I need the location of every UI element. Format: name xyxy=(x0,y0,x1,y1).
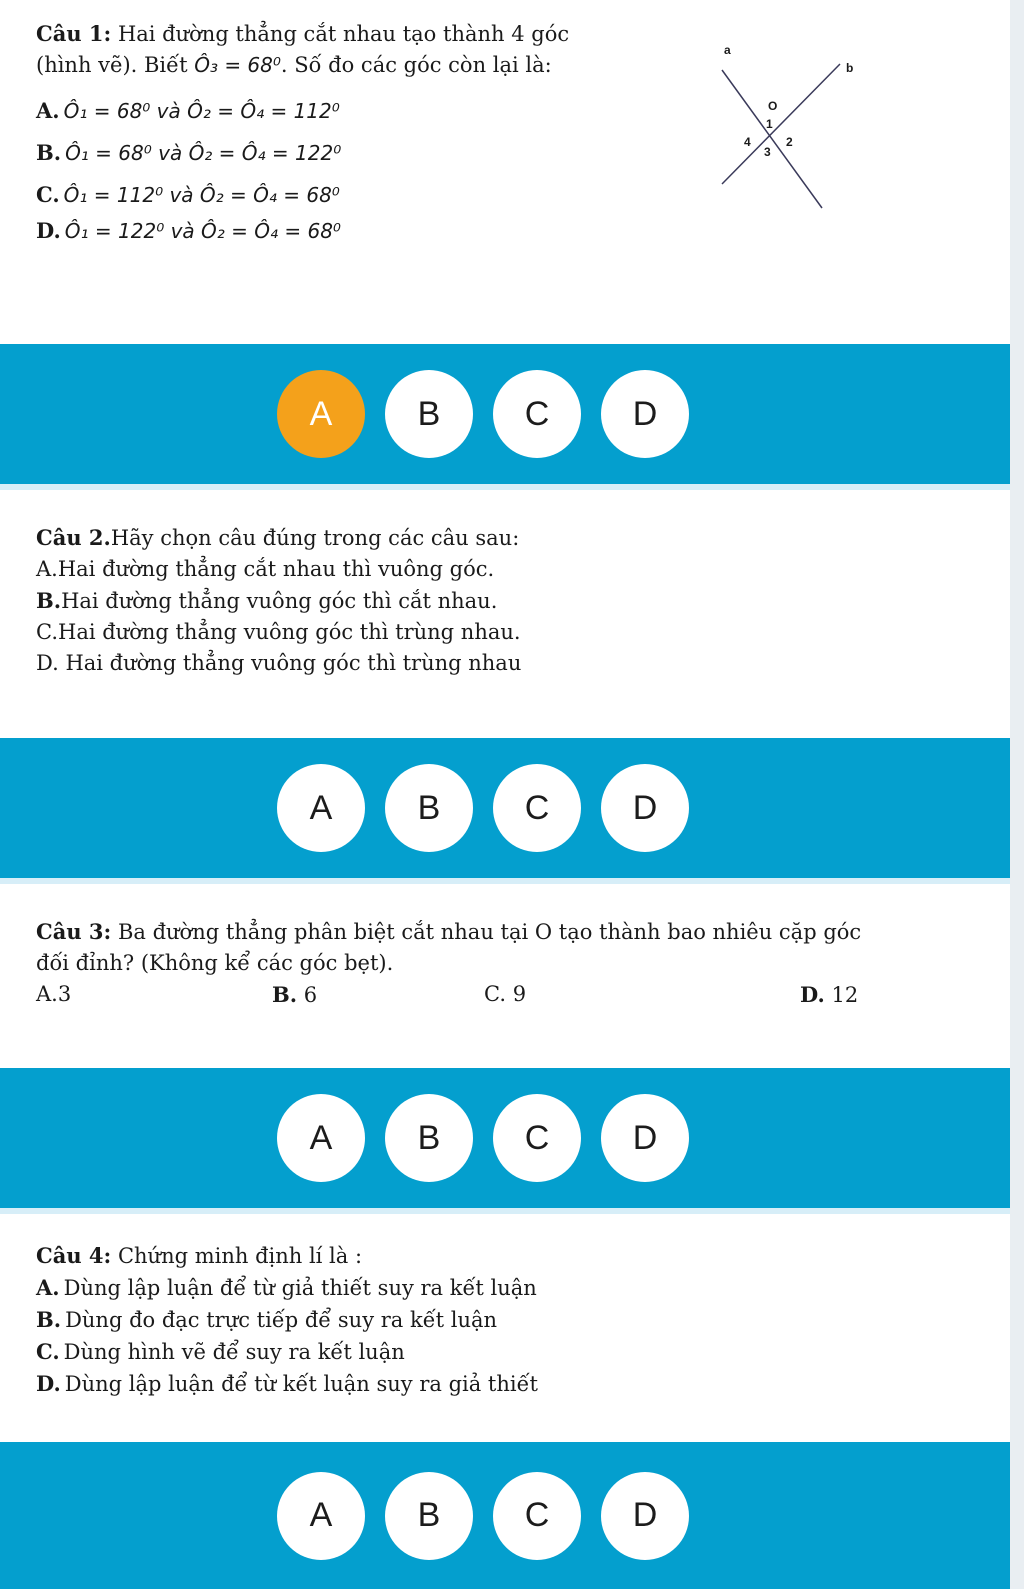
q3-options-row xyxy=(36,979,996,1011)
q4-option-c xyxy=(36,1336,996,1368)
q2-option-c-text: Hai đường thẳng vuông góc thì trùng nhau. xyxy=(58,620,521,644)
q1-answer-band xyxy=(0,344,1010,490)
q1-label: Câu 1: xyxy=(36,21,112,46)
q4-answer-band xyxy=(0,1442,1010,1589)
q3-choice-b[interactable]: B xyxy=(385,1094,473,1182)
q4-label: Câu 4: xyxy=(36,1243,112,1268)
q2-label: Câu 2. xyxy=(36,525,111,550)
q3-choice-a[interactable]: A xyxy=(277,1094,365,1182)
q1-option-a-text: Ô₁ = 68⁰ và Ô₂ = Ô₄ = 112⁰ xyxy=(63,99,340,123)
q3-text-line2: đối đỉnh? (Không kể các góc bẹt). xyxy=(36,951,394,975)
q1-given: Ô₃ = 68⁰ xyxy=(194,53,281,77)
q4-choice-a[interactable]: A xyxy=(277,1472,365,1560)
q4-option-a-text: Dùng lập luận để từ giả thiết suy ra kết luận xyxy=(63,1276,537,1300)
q2-choice-d[interactable]: D xyxy=(601,764,689,852)
q3-text-line1: Ba đường thẳng phân biệt cắt nhau tại O tạo thành bao nhiêu cặp góc xyxy=(117,920,862,944)
q2-option-d-label: D. xyxy=(36,651,59,675)
q4-choice-c[interactable]: C xyxy=(493,1472,581,1560)
q3-answer-band xyxy=(0,1068,1010,1214)
q1-intersecting-lines-figure xyxy=(700,30,900,220)
q2-option-b xyxy=(36,585,996,617)
q2-choice-a[interactable]: A xyxy=(277,764,365,852)
q4-option-b-text: Dùng đo đạc trực tiếp để suy ra kết luận xyxy=(65,1308,498,1332)
question-4 xyxy=(36,1240,996,1400)
q2-option-d xyxy=(36,648,996,679)
q1-option-c-label: C. xyxy=(36,182,60,207)
q2-line1 xyxy=(36,522,996,554)
label-b: b xyxy=(846,61,854,75)
q4-option-d-label: D. xyxy=(36,1371,61,1396)
question-2 xyxy=(36,522,996,679)
label-angle-2: 2 xyxy=(786,135,793,149)
q4-option-d-text: Dùng lập luận để từ kết luận suy ra giả thiết xyxy=(64,1372,538,1396)
q2-choice-c[interactable]: C xyxy=(493,764,581,852)
q3-option-c-label: C. xyxy=(484,982,506,1006)
q4-option-d xyxy=(36,1368,996,1400)
q1-text-pre: (hình vẽ). Biết xyxy=(36,53,188,77)
q2-option-c xyxy=(36,617,996,648)
q1-option-d-text: Ô₁ = 122⁰ và Ô₂ = Ô₄ = 68⁰ xyxy=(64,219,341,243)
q1-option-d-label: D. xyxy=(36,218,61,243)
q4-option-b-label: B. xyxy=(36,1307,62,1332)
q2-option-b-label: B. xyxy=(36,588,62,613)
q3-option-d xyxy=(800,979,858,1011)
label-angle-4: 4 xyxy=(744,135,751,149)
q2-option-a-text: Hai đường thẳng cắt nhau thì vuông góc. xyxy=(57,557,495,581)
q3-choice-d[interactable]: D xyxy=(601,1094,689,1182)
q3-option-d-label: D. xyxy=(800,982,825,1007)
label-a: a xyxy=(724,43,731,57)
q4-option-a xyxy=(36,1272,996,1304)
q4-option-c-text: Dùng hình vẽ để suy ra kết luận xyxy=(63,1340,405,1364)
q4-line1 xyxy=(36,1240,996,1272)
q3-option-c xyxy=(484,979,800,1011)
q3-option-a-label: A. xyxy=(36,982,58,1006)
q3-option-d-text: 12 xyxy=(831,983,859,1007)
q3-option-b-text: 6 xyxy=(303,983,318,1007)
q2-option-c-label: C. xyxy=(36,620,58,644)
q4-option-a-label: A. xyxy=(36,1275,60,1300)
q3-option-a-text: 3 xyxy=(57,982,72,1006)
question-3 xyxy=(36,916,996,1011)
q1-choice-a[interactable]: A xyxy=(277,370,365,458)
q2-option-a xyxy=(36,554,996,585)
q4-option-b xyxy=(36,1304,996,1336)
q3-option-a xyxy=(36,979,272,1011)
q2-option-a-label: A. xyxy=(36,557,58,581)
label-o: O xyxy=(768,99,778,113)
q4-choice-d[interactable]: D xyxy=(601,1472,689,1560)
q3-option-b xyxy=(272,979,484,1011)
q1-option-a-label: A. xyxy=(36,98,60,123)
right-edge-strip xyxy=(1010,0,1024,1589)
q1-choice-b[interactable]: B xyxy=(385,370,473,458)
q1-choice-c[interactable]: C xyxy=(493,370,581,458)
q2-choice-b[interactable]: B xyxy=(385,764,473,852)
line-a xyxy=(722,70,822,208)
q1-text-post: . Số đo các góc còn lại là: xyxy=(280,53,552,77)
q3-option-c-text: 9 xyxy=(512,982,527,1006)
q1-option-c-text: Ô₁ = 112⁰ và Ô₂ = Ô₄ = 68⁰ xyxy=(63,183,340,207)
q1-option-b-label: B. xyxy=(36,140,62,165)
q2-option-d-text: Hai đường thẳng vuông góc thì trùng nhau xyxy=(65,651,522,675)
q3-choice-c[interactable]: C xyxy=(493,1094,581,1182)
q3-line1 xyxy=(36,916,996,948)
q3-label: Câu 3: xyxy=(36,919,112,944)
q3-option-b-label: B. xyxy=(272,982,298,1007)
q4-text: Chứng minh định lí là : xyxy=(117,1244,363,1268)
q1-text-line1: Hai đường thẳng cắt nhau tạo thành 4 góc xyxy=(117,22,570,46)
label-angle-1: 1 xyxy=(766,117,773,131)
q4-choice-b[interactable]: B xyxy=(385,1472,473,1560)
q1-option-b-text: Ô₁ = 68⁰ và Ô₂ = Ô₄ = 122⁰ xyxy=(65,141,342,165)
q4-option-c-label: C. xyxy=(36,1339,60,1364)
line-b xyxy=(722,64,840,184)
label-angle-3: 3 xyxy=(764,145,771,159)
q2-option-b-text: Hai đường thẳng vuông góc thì cắt nhau. xyxy=(61,589,498,613)
q1-choice-d[interactable]: D xyxy=(601,370,689,458)
q2-text: Hãy chọn câu đúng trong các câu sau: xyxy=(110,526,520,550)
q2-answer-band xyxy=(0,738,1010,884)
